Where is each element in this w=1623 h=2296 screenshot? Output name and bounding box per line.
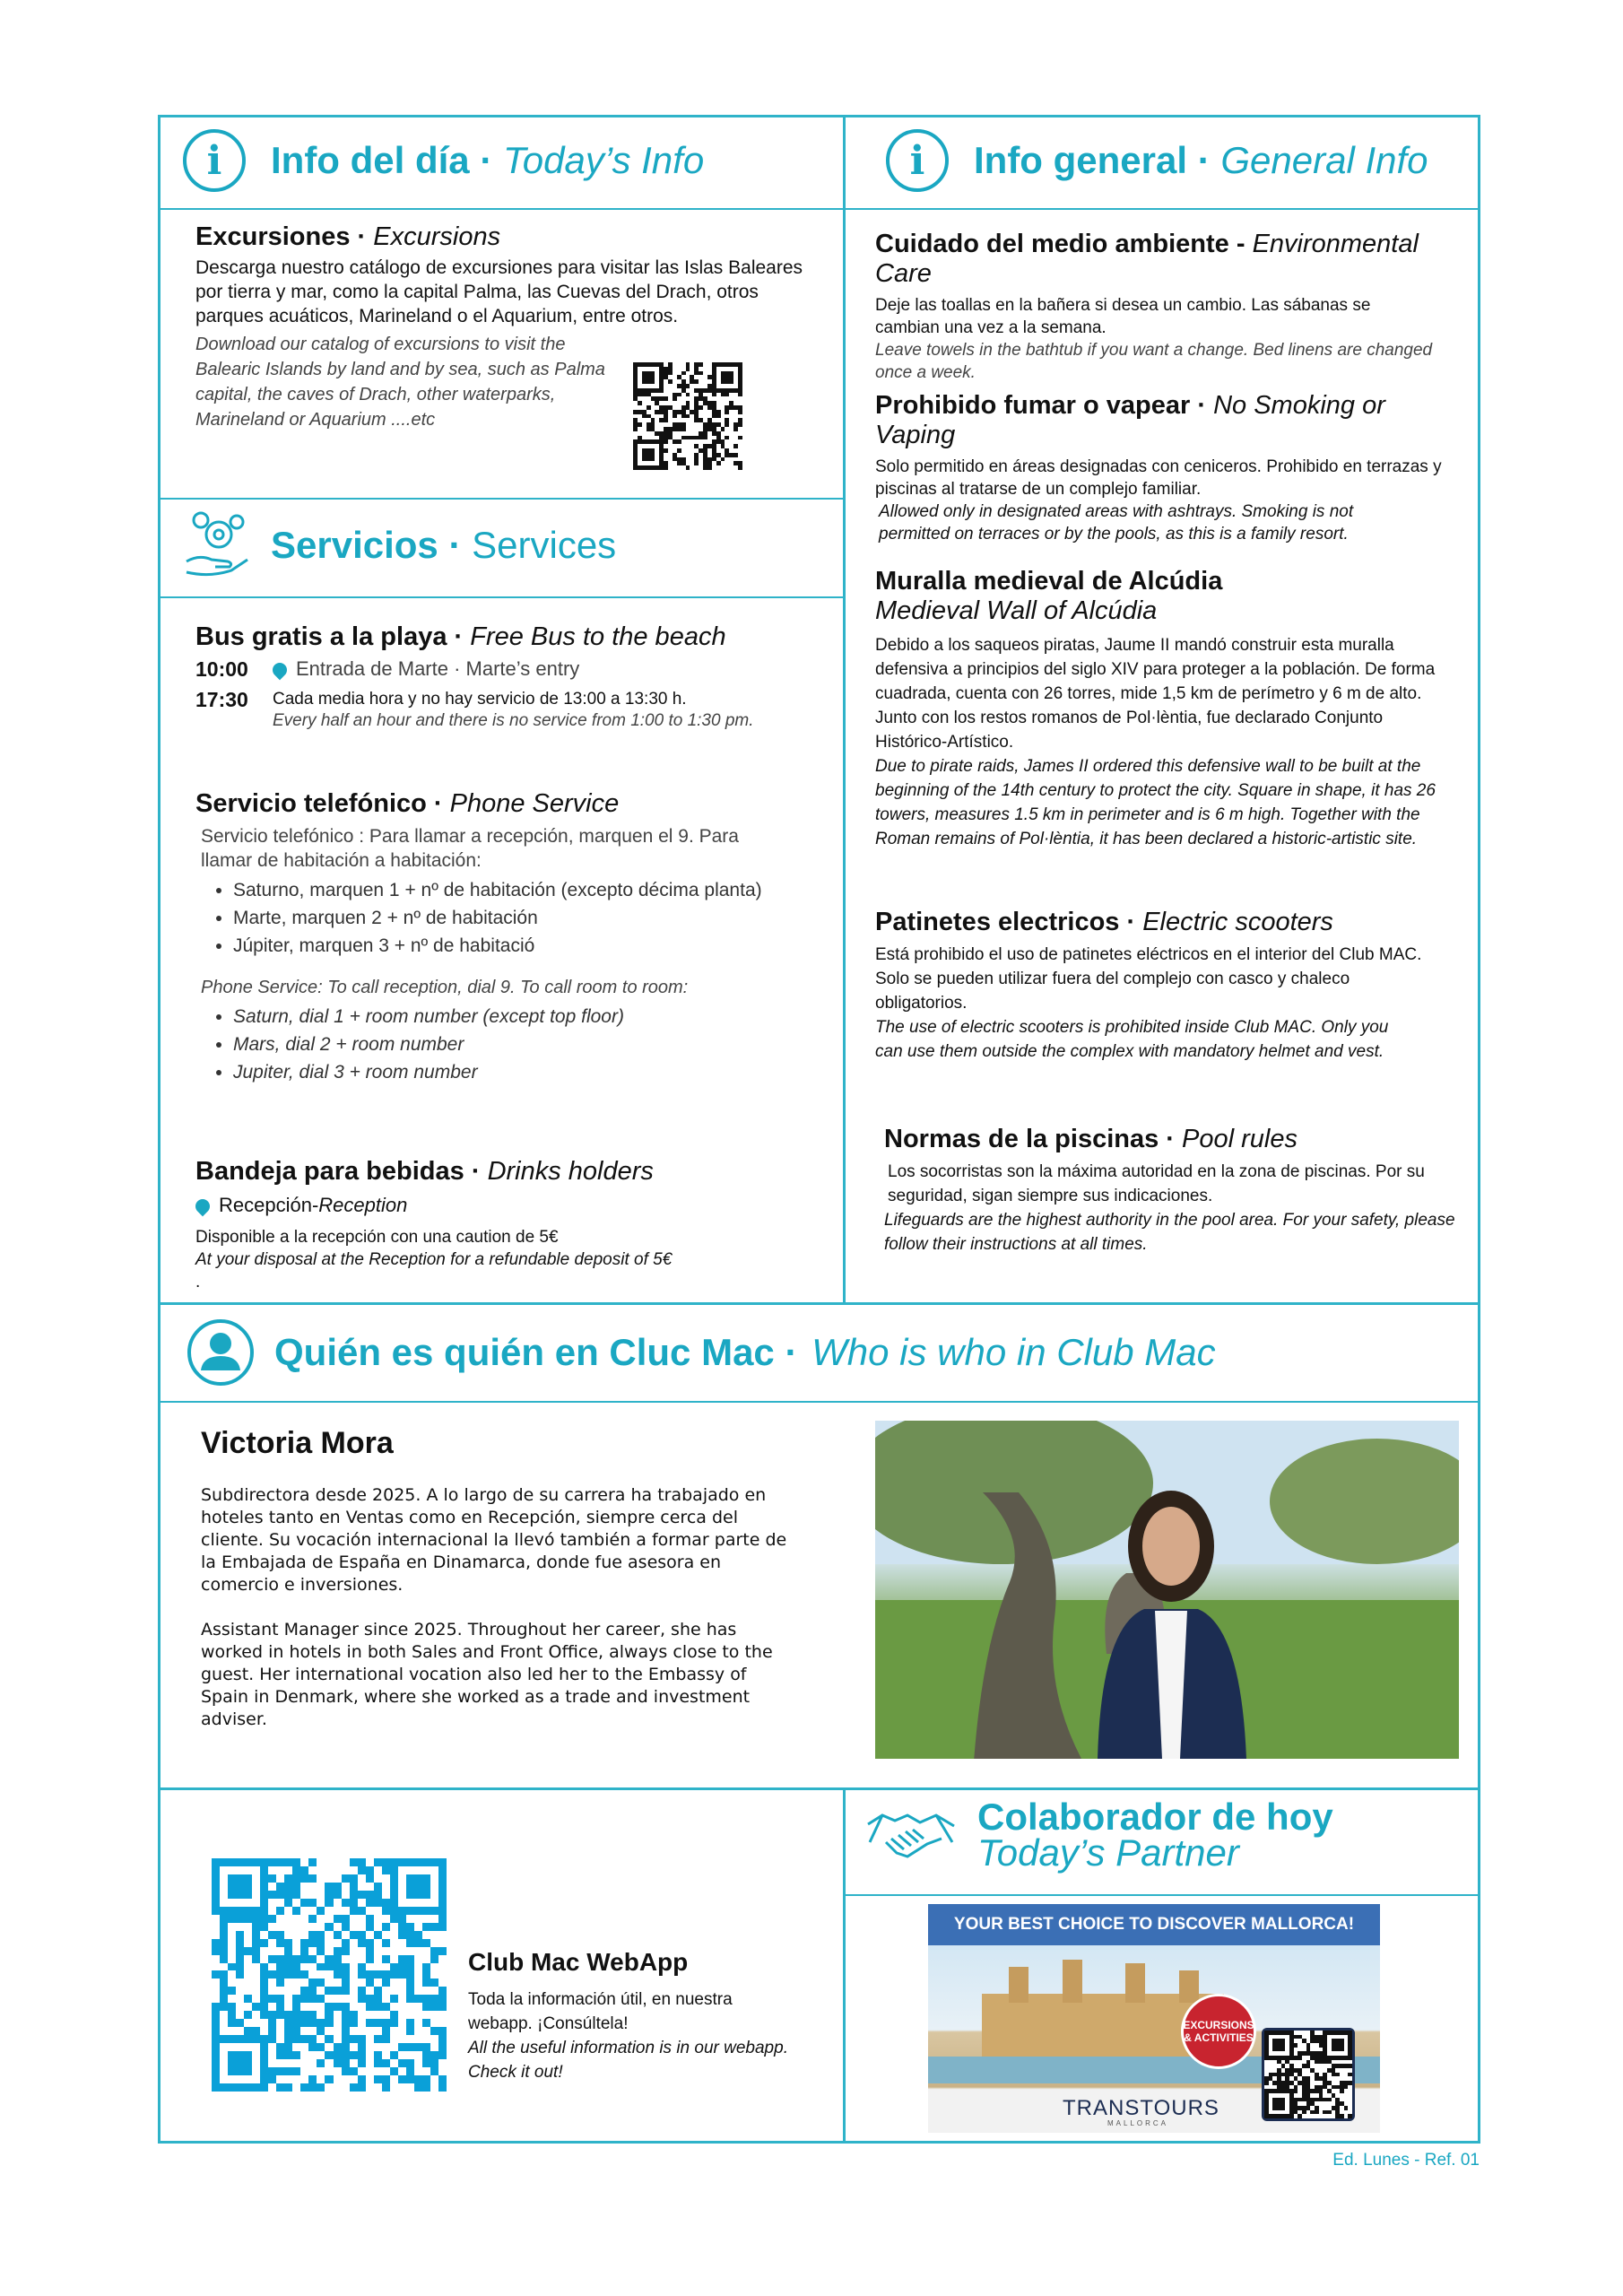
profile-bio-en: Assistant Manager since 2025. Throughout her career, she has worked in hotels in both Sales and Front Office, always close to the guest. Her international vocation also led her to the Embassy of Spain in Denmark, where she worked as a trade and investment adviser. (201, 1620, 773, 1729)
who-title: Quién es quién en Cluc Mac · Who is who in Club Mac (274, 1331, 1216, 1373)
phone-intro-en: Phone Service: To call reception, dial 9. To call room to room: (201, 978, 689, 997)
divider-services-top (158, 498, 844, 500)
pool-heading: Normas de la piscinas · Pool rules (884, 1125, 1298, 1153)
phone-list-item: • Saturn, dial 1 + room number (except top floor) (233, 1003, 823, 1031)
drinks-heading: Bandeja para bebidas · Drinks holders (195, 1157, 654, 1186)
drinks-section (195, 1157, 823, 1293)
smoking-text-es: Solo permitido en áreas designadas con ceniceros. Prohibido en terrazas y piscinas al tratarse de un complejo familiar. (875, 457, 1442, 499)
webapp-section (468, 1948, 827, 2084)
partner-title: Colaborador de hoy Today’s Partner (977, 1796, 1333, 1874)
partner-header (864, 1796, 1333, 1874)
environment-text-en: Leave towels in the bathtub if you want a change. Bed linens are changed once a week. (875, 341, 1433, 382)
user-icon (187, 1318, 255, 1387)
phone-list-item: • Saturno, marquen 1 + nº de habitación (excepto décima planta) (233, 876, 823, 904)
location-pin-icon (193, 1196, 213, 1217)
today-info-header (183, 129, 704, 192)
scooters-text-es: Está prohibido el uso de patinetes eléctricos en el interior del Club MAC. Solo se pueden utilizar fuera del complejo con casco y chaleco obligatorios. (875, 945, 1422, 1013)
bus-time-end: 17:30 (195, 688, 248, 711)
divider-header-top (158, 208, 1480, 210)
divider-who-top (158, 1302, 1480, 1305)
services-title: Servicios · Services (271, 524, 617, 566)
drinks-trailing: . (195, 1273, 201, 1292)
excursions-text-en: Download our catalog of excursions to visit the Balearic Islands by land and by sea, such as Palma capital, the caves of Drach, other waterparks, Marineland or Aquarium ....etc (195, 335, 605, 430)
handshake-icon (864, 1803, 958, 1867)
column-divider-top (843, 115, 846, 1303)
phone-list-item: • Júpiter, marquen 3 + nº de habitació (233, 932, 823, 960)
smoking-text-en: Allowed only in designated areas with ashtrays. Smoking is not permitted on terraces or by the pools, as this is a family resort. (879, 502, 1354, 544)
phone-heading: Servicio telefónico · Phone Service (195, 789, 620, 818)
partner-qr-code[interactable] (1262, 2028, 1355, 2121)
phone-list-es (195, 876, 823, 960)
bus-heading: Bus gratis a la playa · Free Bus to the beach (195, 622, 726, 651)
column-divider-bottom (843, 1788, 846, 2144)
drinks-location: Recepción-Reception (195, 1194, 823, 1217)
phone-list-item: • Marte, marquen 2 + nº de habitación (233, 904, 823, 932)
phone-list-en (195, 1003, 823, 1086)
excursions-qr-code[interactable] (633, 362, 742, 470)
profile-section (201, 1426, 811, 1731)
wall-heading-es: Muralla medieval de Alcúdia (875, 567, 1223, 596)
info-icon: i (886, 129, 949, 192)
smoking-heading: Prohibido fumar o vapear · No Smoking or Vaping (875, 391, 1385, 449)
banner-brand: TRANSTOURS (1063, 2096, 1219, 2120)
webapp-text-es: Toda la información útil, en nuestra webapp. ¡Consúltela! (468, 1990, 733, 2033)
phone-list-item: • Mars, dial 2 + room number (233, 1031, 823, 1058)
info-icon: i (183, 129, 246, 192)
environment-heading: Cuidado del medio ambiente - Environmental Care (875, 230, 1419, 288)
wall-text-es: Debido a los saqueos piratas, Jaume II mandó construir esta muralla defensiva a principios del siglo XIV para proteger a la población. De forma cuadrada, cuenta con 26 torres, mide 1,5 km de perímetro y 6 m de alto. Junto con los restos romanos de Pol·lèntia, fue declarado Conjunto Histórico-Artístico. (875, 636, 1436, 752)
bus-time-start: 10:00 (195, 657, 248, 681)
drinks-text-es: Disponible a la recepción con una caution de 5€ (195, 1228, 559, 1247)
partner-banner[interactable] (928, 1904, 1380, 2133)
webapp-title: Club Mac WebApp (468, 1948, 689, 1976)
scooters-section (875, 908, 1467, 1064)
bus-section (195, 622, 823, 729)
webapp-text-en: All the useful information is in our webapp. Check it out! (468, 2039, 788, 2082)
divider-who-bottom (158, 1401, 1480, 1403)
pool-section (884, 1125, 1467, 1257)
footer-ref: Ed. Lunes - Ref. 01 (1332, 2151, 1480, 2170)
excursions-heading: Excursiones · Excursions (195, 222, 501, 251)
services-header (183, 509, 616, 581)
profile-name: Victoria Mora (201, 1426, 394, 1460)
profile-bio-es: Subdirectora desde 2025. A lo largo de su carrera ha trabajado en hoteles tanto en Ventas como en Recepción, siempre cerca del cliente. Su vocación internacional la llevó también a formar parte de la Embajada de España en Dinamarca, donde fue asesora en comercio e inversiones. (201, 1485, 787, 1595)
excursions-text-es: Descarga nuestro catálogo de excursiones para visitar las Islas Baleares por tierra y mar, como la capital Palma, las Cuevas del Drach, otros parques acuáticos, Marineland o el Aquarium, entre otros. (195, 257, 803, 326)
phone-list-item: • Jupiter, dial 3 + room number (233, 1058, 823, 1086)
banner-headline: YOUR BEST CHOICE TO DISCOVER MALLORCA! (928, 1904, 1380, 1945)
divider-services-bottom (158, 596, 844, 598)
who-header (187, 1318, 1216, 1387)
divider-bottom-row (160, 1787, 1480, 1790)
wall-heading-en: Medieval Wall of Alcúdia (875, 596, 1158, 625)
general-info-header (886, 129, 1428, 192)
wall-text-en: Due to pirate raids, James II ordered this defensive wall to be built at the beginning of the 14th century to protect the city. Square in shape, it has 26 towers, measures 1.5 km in perimeter and is 6 m high. Together with the Roman remains of Pol·lèntia, it has been declared a historic-artistic site. (875, 757, 1436, 848)
environment-section (875, 230, 1467, 384)
profile-photo (875, 1421, 1459, 1759)
pool-text-en: Lifeguards are the highest authority in the pool area. For your safety, please follow their instructions at all times. (884, 1211, 1455, 1254)
gears-hand-icon (183, 509, 251, 581)
scooters-heading: Patinetes electricos · Electric scooters (875, 908, 1333, 936)
phone-section (195, 789, 823, 1086)
divider-partner (843, 1894, 1480, 1896)
webapp-qr-code[interactable] (212, 1858, 447, 2092)
environment-text-es: Deje las toallas en la bañera si desea un cambio. Las sábanas se cambian una vez a la semana. (875, 296, 1371, 337)
wall-section (875, 567, 1467, 851)
phone-intro-es: Servicio telefónico : Para llamar a recepción, marquen el 9. Para llamar de habitación a habitación: (201, 826, 739, 871)
banner-brand-sub: MALLORCA (1107, 2119, 1169, 2127)
bus-details (195, 657, 823, 729)
bus-location: Entrada de Marte · Marte’s entry (273, 657, 579, 681)
banner-badge: EXCURSIONS & ACTIVITIES (1181, 1994, 1256, 2069)
today-info-title: Info del día · Today’s Info (271, 139, 705, 181)
scooters-text-en: The use of electric scooters is prohibited inside Club MAC. Only you can use them outside the complex with mandatory helmet and vest. (875, 1018, 1389, 1061)
bus-text-en: Every half an hour and there is no service from 1:00 to 1:30 pm. (273, 711, 754, 730)
general-info-title: Info general · General Info (974, 139, 1428, 181)
pool-text-es: Los socorristas son la máxima autoridad en la zona de piscinas. Por su seguridad, sigan siempre sus indicaciones. (888, 1162, 1425, 1205)
location-pin-icon (270, 660, 291, 681)
smoking-section (875, 391, 1467, 545)
bus-text-es: Cada media hora y no hay servicio de 13:00 a 13:30 h. (273, 690, 687, 709)
drinks-text-en: At your disposal at the Reception for a refundable deposit of 5€ (195, 1250, 673, 1269)
